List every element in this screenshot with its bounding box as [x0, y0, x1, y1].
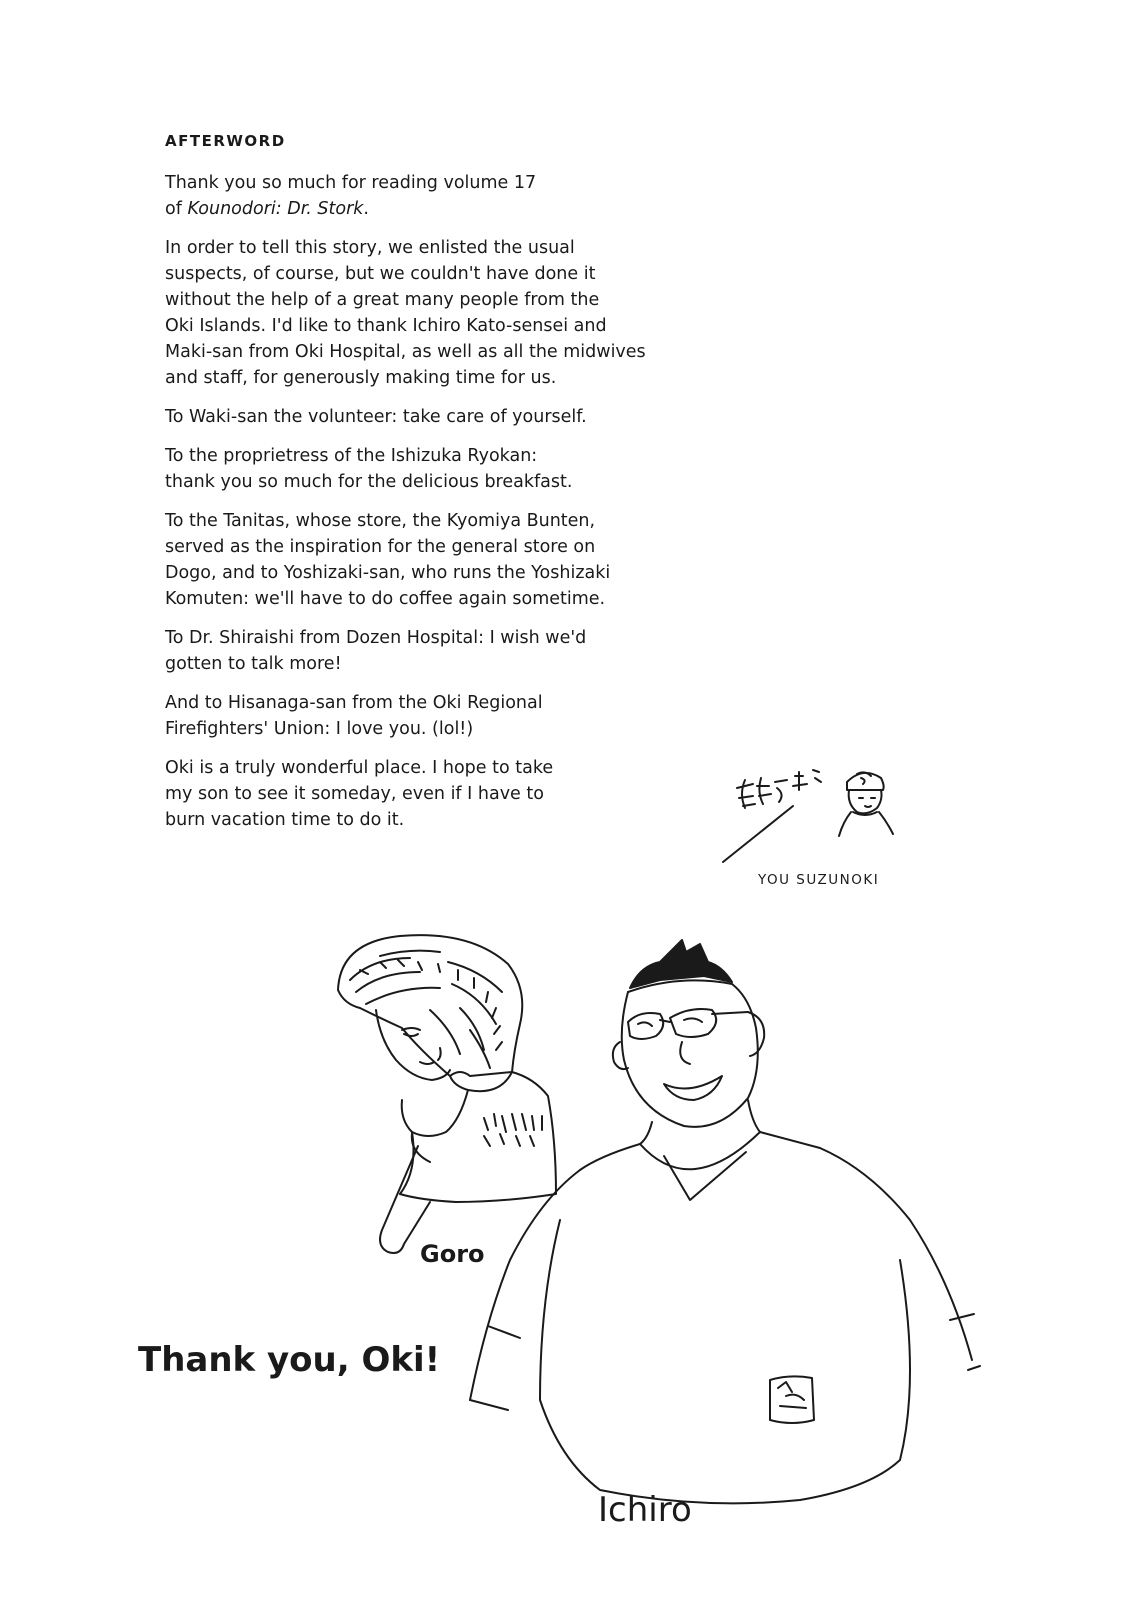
paragraph-hisanaga: And to Hisanaga-san from the Oki Regional Firefighters' Union: I love you. (lol!) — [165, 693, 543, 739]
paragraph-thanks-reading-text: Thank you so much for reading volume 17 of — [165, 173, 537, 219]
series-title: Kounodori: Dr. Stork — [187, 199, 364, 219]
author-name: YOU SUZUNOKI — [758, 872, 880, 888]
paragraph-oki-thanks: In order to tell this story, we enlisted the usual suspects, of course, but we couldn't have done it without the help of a great many people from the Oki Islands. I'd like to thank Ichiro Kato-sensei and Maki-san from Oki Hospital, as well as all the midwives and staff, for generously making time for us. — [165, 238, 646, 388]
author-signature-drawing — [715, 760, 915, 870]
paragraph-waki: To Waki-san the volunteer: take care of yourself. — [165, 407, 587, 427]
series-title-suffix: . — [363, 199, 369, 219]
characters-illustration — [0, 900, 1124, 1600]
goro-figure — [338, 935, 556, 1253]
afterword-body — [165, 170, 765, 846]
paragraph-thanks-reading — [165, 170, 765, 222]
ichiro-figure — [470, 940, 980, 1503]
thank-you-oki-caption: Thank you, Oki! — [138, 1340, 441, 1380]
goro-label: Goro — [420, 1240, 485, 1268]
ichiro-label: Ichiro — [598, 1490, 692, 1530]
paragraph-shiraishi: To Dr. Shiraishi from Dozen Hospital: I wish we'd gotten to talk more! — [165, 628, 587, 674]
afterword-heading: AFTERWORD — [165, 132, 286, 150]
paragraph-ryokan: To the proprietress of the Ishizuka Ryokan: thank you so much for the delicious breakfast. — [165, 446, 573, 492]
paragraph-closing: Oki is a truly wonderful place. I hope to take my son to see it someday, even if I have to burn vacation time to do it. — [165, 758, 554, 830]
paragraph-tanitas: To the Tanitas, whose store, the Kyomiya Bunten, served as the inspiration for the general store on Dogo, and to Yoshizaki-san, who runs the Yoshizaki Komuten: we'll have to do coffee again sometime. — [165, 511, 611, 609]
